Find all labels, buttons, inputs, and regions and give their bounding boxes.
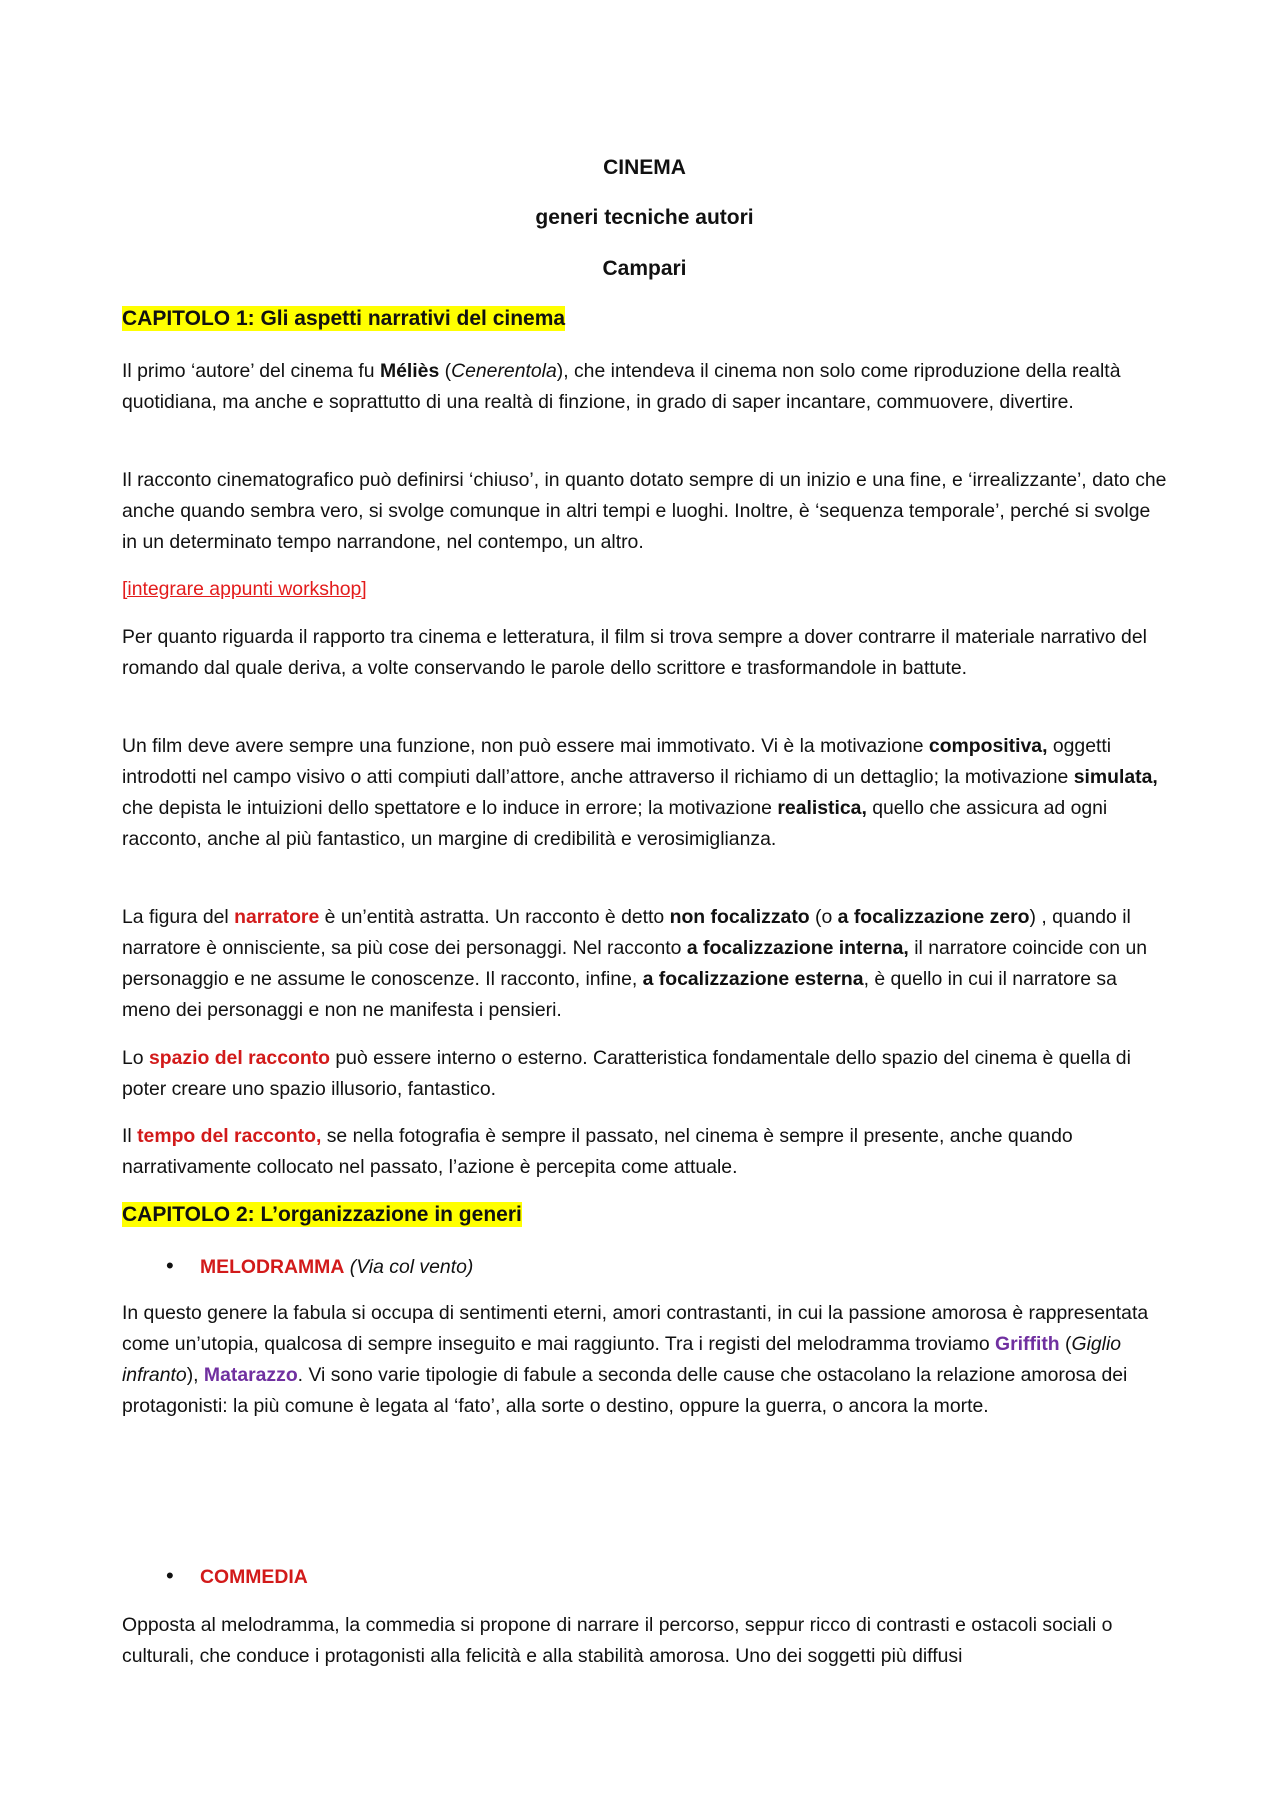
paragraph-melodramma: In questo genere la fabula si occupa di sentimenti eterni, amori contrastanti, in cui la passione amorosa è rappresentata come un’utopia, qualcosa di sempre inseguito e mai raggiunto. Tra i registi del melodramma troviamo Griffith (Giglio infranto), Matarazzo. Vi sono varie tipologie di fabule a seconda delle cause che ostacolano la relazione amorosa dei protagonisti: la più comune è legata al ‘fato’, alla sorte o destino, oppure la guerra, o ancora la morte.: [122, 1302, 1149, 1417]
paragraph-racconto: Il racconto cinematografico può definirsi ‘chiuso’, in quanto dotato sempre di un inizio e una fine, e ‘irrealizzante’, dato che anche quando sembra vero, si svolge comunque in altri tempi e luoghi. Inoltre, è ‘sequenza temporale’, perché si svolge in un determinato tempo narrandone, nel contempo, un altro.: [122, 469, 1167, 553]
paragraph-motivazione: Un film deve avere sempre una funzione, non può essere mai immotivato. Vi è la motivazione compositiva, oggetti introdotti nel campo visivo o atti compiuti dall’attore, anche attraverso il richiamo di un dettaglio; la motivazione simulata, che depista le intuizioni dello spettatore e lo induce in errore; la motivazione realistica, quello che assicura ad ogni racconto, anche al più fantastico, un margine di credibilità e verosimiglianza.: [122, 735, 1158, 850]
chapter-2-heading: CAPITOLO 2: L’organizzazione in generi: [122, 1203, 522, 1226]
paragraph-narratore: La figura del narratore è un’entità astratta. Un racconto è detto non focalizzato (o a focalizzazione zero) , quando il narratore è onnisciente, sa più cose dei personaggi. Nel racconto a focalizzazione interna, il narratore coincide con un personaggio e ne assume le conoscenze. Il racconto, infine, a focalizzazione esterna, è quello in cui il narratore sa meno dei personaggi e non ne manifesta i pensieri.: [122, 906, 1148, 1021]
bullet-melodramma: • MELODRAMMA (Via col vento): [166, 1250, 473, 1283]
paragraph-tempo: Il tempo del racconto, se nella fotografia è sempre il passato, nel cinema è sempre il presente, anche quando narrativamente collocato nel passato, l’azione è percepita come attuale.: [122, 1125, 1073, 1178]
doc-subtitle: generi tecniche autori: [535, 206, 754, 229]
bullet-icon: •: [166, 1253, 174, 1278]
workshop-link[interactable]: [integrare appunti workshop]: [122, 578, 367, 600]
bullet-commedia: • COMMEDIA: [166, 1560, 308, 1593]
chapter-1-heading: CAPITOLO 1: Gli aspetti narrativi del cinema: [122, 307, 566, 330]
paragraph-letteratura: Per quanto riguarda il rapporto tra cinema e letteratura, il film si trova sempre a dover contrarre il materiale narrativo del romando dal quale deriva, a volte conservando le parole dello scrittore e trasformandole in battute.: [122, 626, 1147, 679]
bullet-icon: •: [166, 1563, 174, 1588]
doc-author: Campari: [602, 257, 687, 280]
doc-title: CINEMA: [603, 156, 686, 179]
paragraph-melies: Il primo ‘autore’ del cinema fu Méliès (Cenerentola), che intendeva il cinema non solo come riproduzione della realtà quotidiana, ma anche e soprattutto di una realtà di finzione, in grado di saper incantare, commuovere, divertire.: [122, 360, 1121, 413]
paragraph-spazio: Lo spazio del racconto può essere interno o esterno. Caratteristica fondamentale dello spazio del cinema è quella di poter creare uno spazio illusorio, fantastico.: [122, 1047, 1131, 1100]
paragraph-commedia: Opposta al melodramma, la commedia si propone di narrare il percorso, seppur ricco di contrasti e ostacoli sociali o culturali, che conduce i protagonisti alla felicità e alla stabilità amorosa. Uno dei soggetti più diffusi: [122, 1614, 1113, 1667]
